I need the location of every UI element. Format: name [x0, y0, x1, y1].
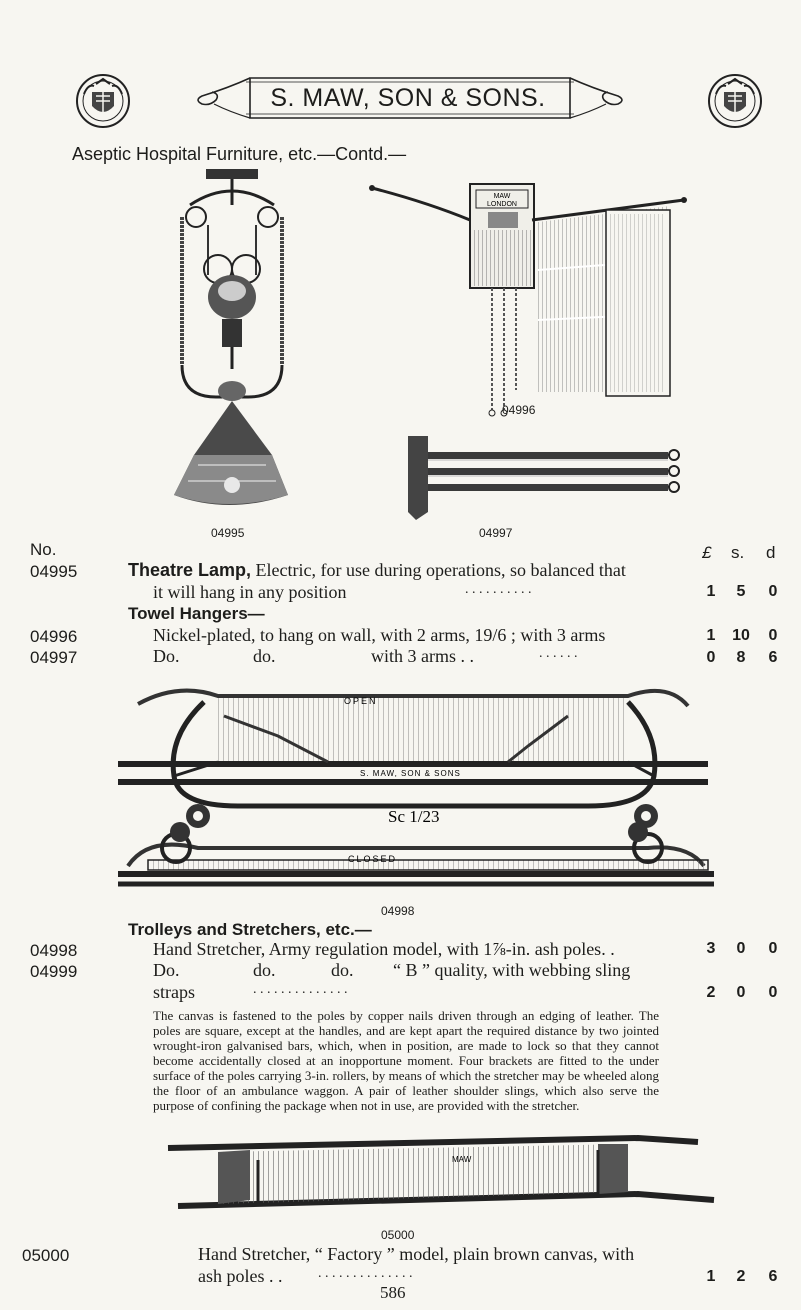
price-shillings: 8	[736, 649, 746, 666]
group-heading: Trolleys and Stretchers, etc.—	[128, 920, 372, 939]
price-pence: 6	[768, 1268, 778, 1285]
price-pounds: 2	[706, 984, 716, 1001]
entry-description: do.	[331, 960, 354, 980]
caption-04996: 04996	[502, 403, 536, 417]
entry-description: do.	[253, 960, 276, 980]
caption-05000: 05000	[381, 1228, 415, 1242]
entry-description: Do.	[153, 960, 180, 980]
entry-description: Hand Stretcher, Army regulation model, with 1⅞-in. ash poles. .	[153, 939, 615, 959]
army-stretcher-illustration	[108, 676, 722, 894]
price-pounds: 1	[706, 627, 716, 644]
factory-stretcher-mark: MAW	[452, 1155, 472, 1164]
catalogue-number: 04997	[30, 648, 78, 667]
entry-description: Hand Stretcher, “ Factory ” model, plain brown canvas, with	[198, 1244, 635, 1264]
catalogue-number: 05000	[22, 1246, 70, 1265]
price-pounds: 3	[706, 940, 716, 957]
hanger-mark-london: LONDON	[487, 201, 517, 208]
dot-leader: . . . . . . . . . . . . . .	[318, 1266, 413, 1281]
entry-description: ash poles . .	[198, 1266, 283, 1286]
three-arm-towel-hanger-illustration	[404, 428, 688, 524]
catalogue-entry-text	[198, 1266, 413, 1287]
stretcher-label-closed: CLOSED	[348, 854, 398, 864]
price-shillings: 2	[736, 1268, 746, 1285]
dot-leader: . . . . . . . . . . . . . .	[253, 982, 348, 997]
entry-description: Do.	[153, 646, 180, 666]
entry-description: do.	[253, 646, 276, 666]
group-heading: Towel Hangers—	[128, 604, 265, 623]
column-header-pence: d	[766, 543, 776, 562]
entry-description: with 3 arms . .	[371, 646, 474, 666]
entry-description: straps	[153, 982, 195, 1002]
stretcher-scale: Sc 1/23	[388, 807, 440, 826]
theatre-lamp-illustration	[168, 165, 296, 517]
firm-name: S. MAW, SON & SONS.	[270, 84, 546, 112]
price-pence: 0	[768, 940, 778, 957]
price-pounds: 1	[706, 583, 716, 600]
catalogue-entry-text	[153, 960, 631, 981]
price-pence: 6	[768, 649, 778, 666]
stretcher-label-open: OPEN	[344, 696, 378, 706]
price-pence: 0	[768, 583, 778, 600]
section-title: Aseptic Hospital Furniture, etc.—Contd.—	[72, 144, 407, 164]
firm-banner	[190, 74, 630, 122]
entry-description: Electric, for use during operations, so balanced that	[251, 560, 626, 580]
entry-title: Theatre Lamp,	[128, 560, 252, 580]
dot-leader: . . . . . . . . . .	[465, 582, 532, 597]
stretcher-label-maker: S. MAW, SON & SONS	[360, 769, 461, 778]
caption-04997: 04997	[479, 526, 513, 540]
caption-04998: 04998	[381, 904, 415, 918]
catalogue-entry-text	[153, 646, 578, 667]
catalogue-entry-text	[153, 582, 532, 603]
entry-description: it will hang in any position	[153, 582, 347, 602]
price-shillings: 5	[736, 583, 746, 600]
catalogue-number: 04995	[30, 562, 78, 581]
column-header-pounds: £	[702, 543, 712, 562]
royal-arms-emblem-left	[74, 72, 132, 130]
catalogue-number: 04996	[30, 627, 78, 646]
price-pence: 0	[768, 984, 778, 1001]
catalogue-number: 04999	[30, 962, 78, 981]
entry-description: Nickel-plated, to hang on wall, with 2 arms, 19/6 ; with 3 arms	[153, 625, 606, 645]
catalogue-entry-text	[128, 560, 626, 581]
price-pounds: 1	[706, 1268, 716, 1285]
column-header-shillings: s.	[731, 543, 745, 562]
towel-hanger-illustration	[366, 170, 690, 422]
catalogue-entry-text	[153, 982, 348, 1003]
price-pounds: 0	[706, 649, 716, 666]
price-shillings: 0	[736, 984, 746, 1001]
hanger-mark-maw: MAW	[493, 193, 511, 200]
entry-description: “ B ” quality, with webbing sling	[393, 960, 631, 980]
catalogue-number: 04998	[30, 941, 78, 960]
page-number: 586	[380, 1283, 406, 1302]
caption-04995: 04995	[211, 526, 245, 540]
royal-arms-emblem-right	[706, 72, 764, 130]
stretcher-description-note: The canvas is fastened to the poles by copper nails driven through an edging of leather. The poles are square, except at the handles, and are kept apart the required distance by two jointed wrought-iron galvanised bars, which, when in position, are made to lock so that they cannot become accidentally closed at an inopportune moment. Four brackets are fitted to the under surface of the poles carrying 3-in. rollers, by means of which the stretcher may be wheeled along the floor of an ambulance waggon. A pair of leather shoulder slings, which also serve the purpose of confining the package when not in use, are provided with the stretcher.	[153, 1008, 659, 1113]
factory-stretcher-illustration	[158, 1120, 724, 1222]
price-shillings: 0	[736, 940, 746, 957]
price-shillings: 10	[732, 627, 750, 644]
price-pence: 0	[768, 627, 778, 644]
column-header-no: No.	[30, 540, 57, 559]
dot-leader: . . . . . .	[539, 646, 578, 661]
